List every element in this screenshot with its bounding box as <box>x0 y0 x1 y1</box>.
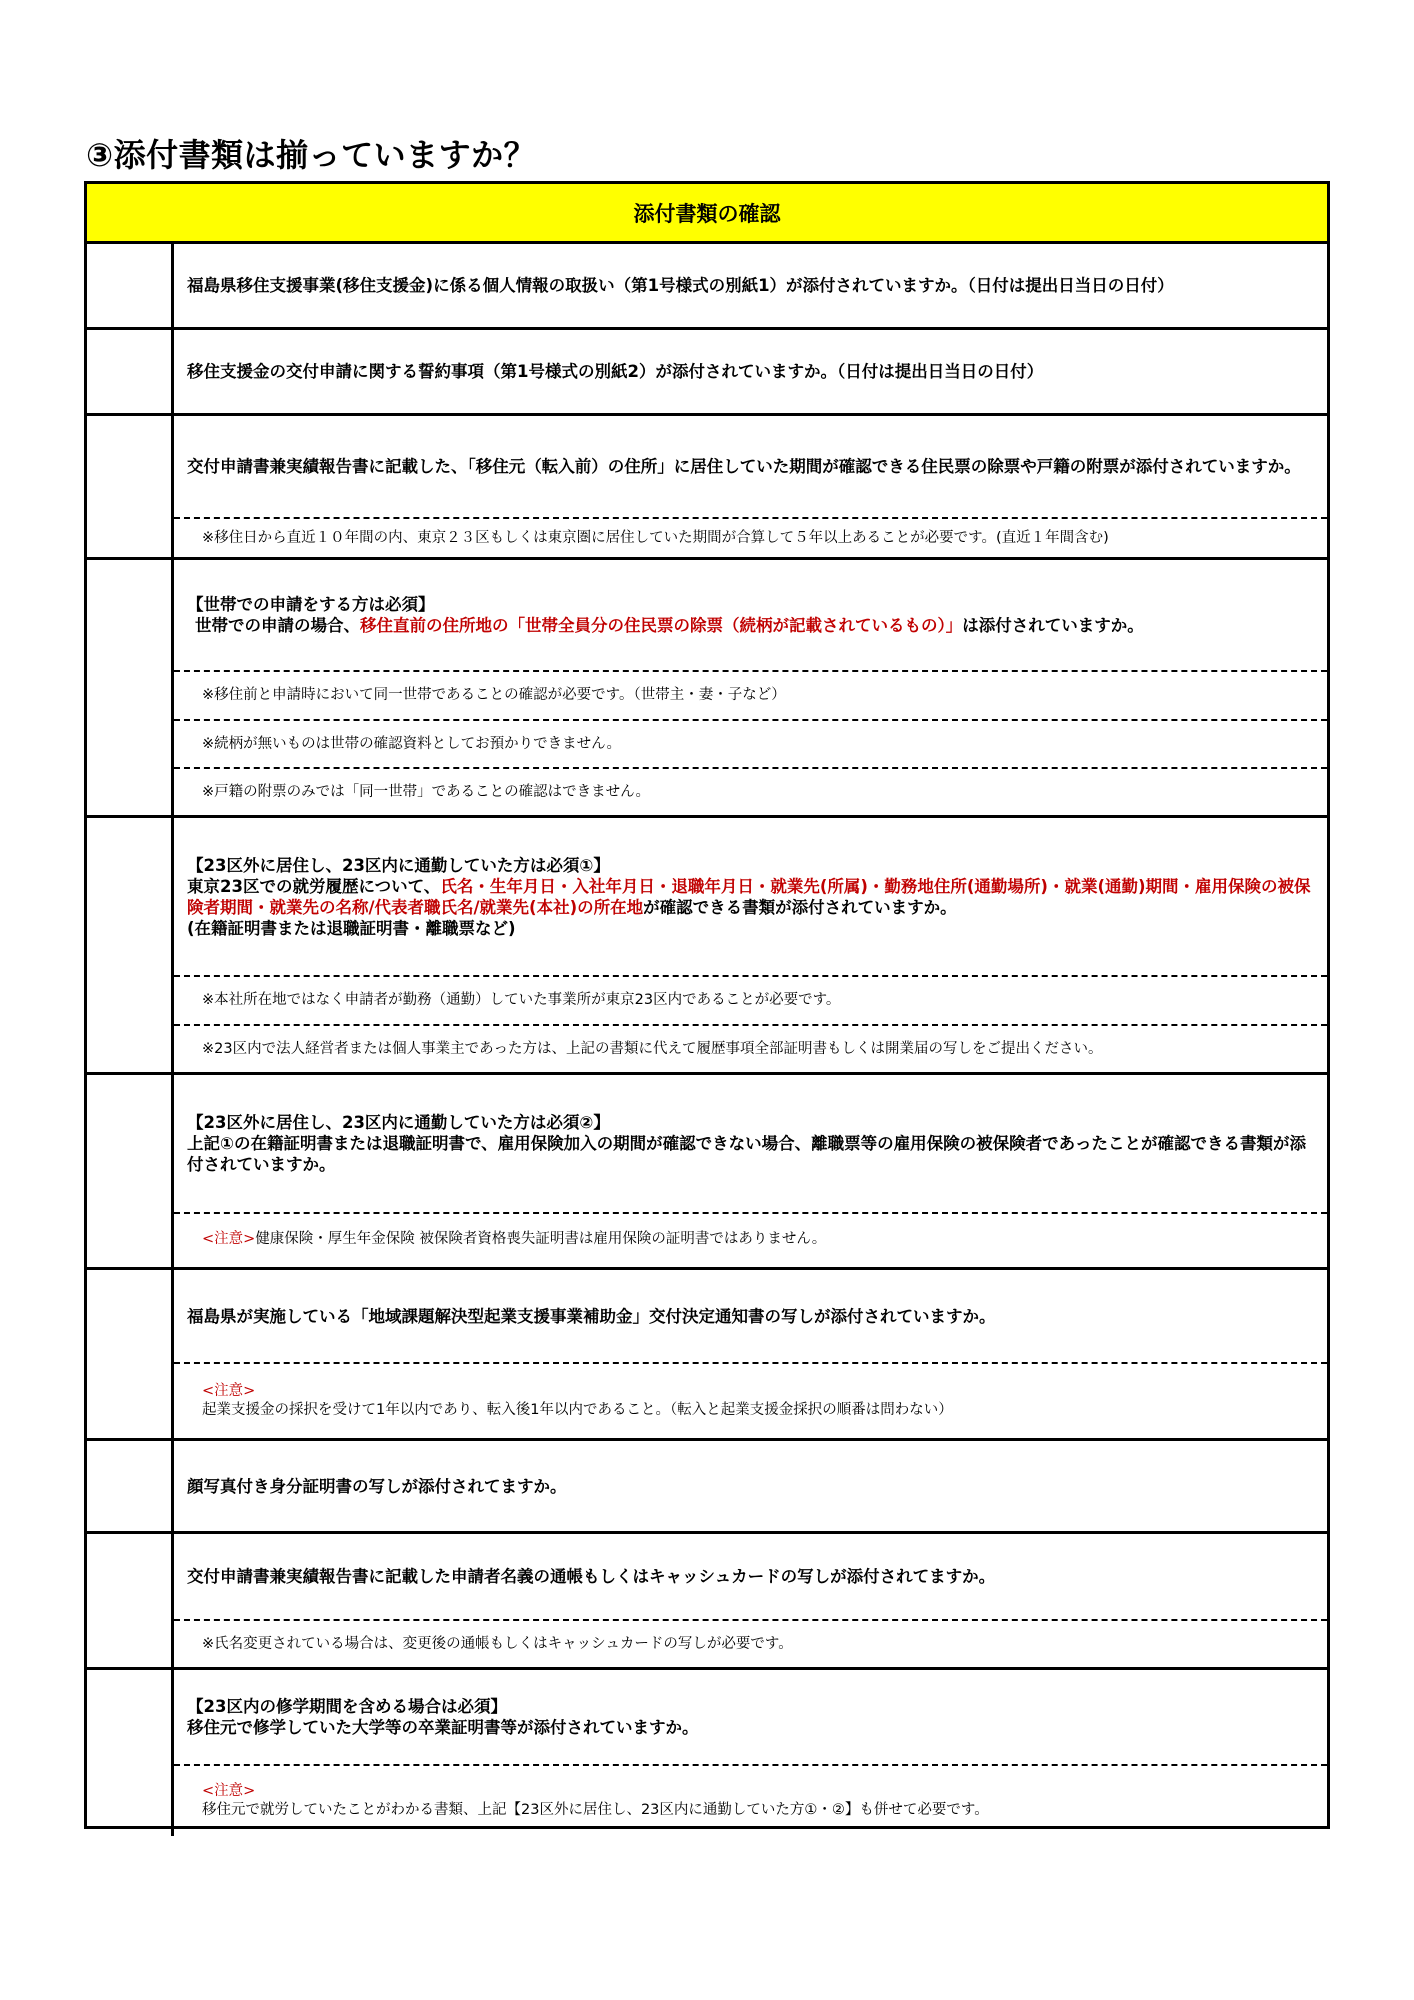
row-required-title: 【23区外に居住し、23区内に通勤していた方は必須①】 <box>187 855 610 875</box>
check-box-cell[interactable] <box>87 1670 174 1836</box>
check-box-cell[interactable] <box>87 1441 174 1531</box>
row-question: 交付申請書兼実績報告書に記載した、「移住元（転入前）の住所」に居住していた期間が確認できる住民票の除票や戸籍の附票が添付されていますか。 <box>187 457 1301 476</box>
row-question-text: 世帯での申請の場合、移住直前の住所地の「世帯全員分の住民票の除票（続柄が記載されているもの）」は添付されていますか。 <box>195 616 1144 635</box>
check-box-cell[interactable] <box>87 1270 174 1438</box>
table-header: 添付書類の確認 <box>87 184 1327 244</box>
caution-label: <注意> <box>202 1783 256 1799</box>
row-note: ※続柄が無いものは世帯の確認資料としてお預かりできません。 <box>174 719 1327 767</box>
row-note: ※移住日から直近１０年間の内、東京２３区もしくは東京圏に居住していた期間が合算して５年以上あることが必要です。(直近１年間含む) <box>174 517 1327 557</box>
row-question <box>174 818 1327 975</box>
row-required-title: 【世帯での申請をする方は必須】 <box>187 595 435 614</box>
checklist-row-household <box>87 560 1327 818</box>
row-question: 移住支援金の交付申請に関する誓約事項（第1号様式の別紙2）が添付されていますか。（日付は提出日当日の日付） <box>187 362 1044 381</box>
attachment-checklist-table <box>84 181 1330 1829</box>
row-question: 顔写真付き身分証明書の写しが添付されてますか。 <box>187 1476 567 1496</box>
caution-label: <注意> <box>202 1383 256 1399</box>
checklist-row-bankbook <box>87 1534 1327 1670</box>
row-question: 福島県移住支援事業(移住支援金)に係る個人情報の取扱い（第1号様式の別紙1）が添付されていますか。（日付は提出日当日の日付） <box>187 276 1174 295</box>
page-title: ③添付書類は揃っていますか？ <box>86 136 537 174</box>
row-question: 交付申請書兼実績報告書に記載した申請者名義の通帳もしくはキャッシュカードの写しが添付されてますか。 <box>187 1567 996 1586</box>
checklist-row-pledge-form <box>87 330 1327 416</box>
row-note: ※移住前と申請時において同一世帯であることの確認が必要です。（世帯主・妻・子など） <box>174 670 1327 719</box>
row-note: <注意>健康保険・厚生年金保険 被保険者資格喪失証明書は雇用保険の証明書ではありません。 <box>174 1212 1327 1267</box>
row-note: ※氏名変更されている場合は、変更後の通帳もしくはキャッシュカードの写しが必要です。 <box>174 1619 1327 1667</box>
checklist-row-startup-subsidy <box>87 1270 1327 1441</box>
highlighted-requirement: 氏名・生年月日・入社年月日・退職年月日・就業先(所属)・勤務地住所(通勤場所)・就業(通勤)期間・雇用保険の被保険者期間・就業先の名称/代表者職氏名/就業先(本社)の所在地 <box>187 876 1311 917</box>
checklist-row-employment-insurance <box>87 1075 1327 1270</box>
row-question-extra: (在籍証明書または退職証明書・離職票など) <box>187 918 516 938</box>
row-note: <注意> 起業支援金の採択を受けて1年以内であり、転入後1年以内であること。（転入と起業支援金採択の順番は問わない） <box>174 1362 1327 1438</box>
row-question <box>174 560 1327 670</box>
row-question-text: 移住元で修学していた大学等の卒業証明書等が添付されていますか。 <box>187 1718 699 1737</box>
check-box-cell[interactable] <box>87 1534 174 1667</box>
row-required-title: 【23区内の修学期間を含める場合は必須】 <box>187 1697 507 1716</box>
check-box-cell[interactable] <box>87 244 174 327</box>
checklist-row-employment-history <box>87 818 1327 1075</box>
checklist-row-privacy-form <box>87 244 1327 330</box>
checklist-row-resident-record <box>87 416 1327 560</box>
check-box-cell[interactable] <box>87 330 174 413</box>
checklist-row-graduation-certificate <box>87 1670 1327 1836</box>
check-box-cell[interactable] <box>87 1075 174 1267</box>
row-question-text: 東京23区での就労履歴について、氏名・生年月日・入社年月日・退職年月日・就業先(所属)・勤務地住所(通勤場所)・就業(通勤)期間・雇用保険の被保険者期間・就業先の名称/代表者職氏名/就業先(本社)の所在地が確認できる書類が添付されていますか。 <box>187 876 1311 917</box>
row-note: <注意> 移住元で就労していたことがわかる書類、上記【23区外に居住し、23区内に通勤していた方①・②】も併せて必要です。 <box>174 1764 1327 1836</box>
check-box-cell[interactable] <box>87 560 174 815</box>
row-question-text: 上記①の在籍証明書または退職証明書で、雇用保険加入の期間が確認できない場合、離職票等の雇用保険の被保険者であったことが確認できる書類が添付されていますか。 <box>187 1134 1306 1174</box>
highlighted-requirement: 移住直前の住所地の「世帯全員分の住民票の除票（続柄が記載されているもの）」 <box>360 616 963 635</box>
row-note: ※23区内で法人経営者または個人事業主であった方は、上記の書類に代えて履歴事項全部証明書もしくは開業届の写しをご提出ください。 <box>174 1024 1327 1072</box>
row-note: ※本社所在地ではなく申請者が勤務（通勤）していた事業所が東京23区内であることが必要です。 <box>174 975 1327 1024</box>
checklist-row-photo-id <box>87 1441 1327 1534</box>
check-box-cell[interactable] <box>87 818 174 1072</box>
row-question <box>174 1075 1327 1212</box>
caution-label: <注意> <box>202 1231 256 1247</box>
check-box-cell[interactable] <box>87 416 174 557</box>
row-note: ※戸籍の附票のみでは「同一世帯」であることの確認はできません。 <box>174 767 1327 815</box>
row-required-title: 【23区外に居住し、23区内に通勤していた方は必須②】 <box>187 1113 610 1132</box>
row-question: 福島県が実施している「地域課題解決型起業支援事業補助金」交付決定通知書の写しが添付されていますか。 <box>187 1306 996 1326</box>
row-question <box>174 1670 1327 1764</box>
